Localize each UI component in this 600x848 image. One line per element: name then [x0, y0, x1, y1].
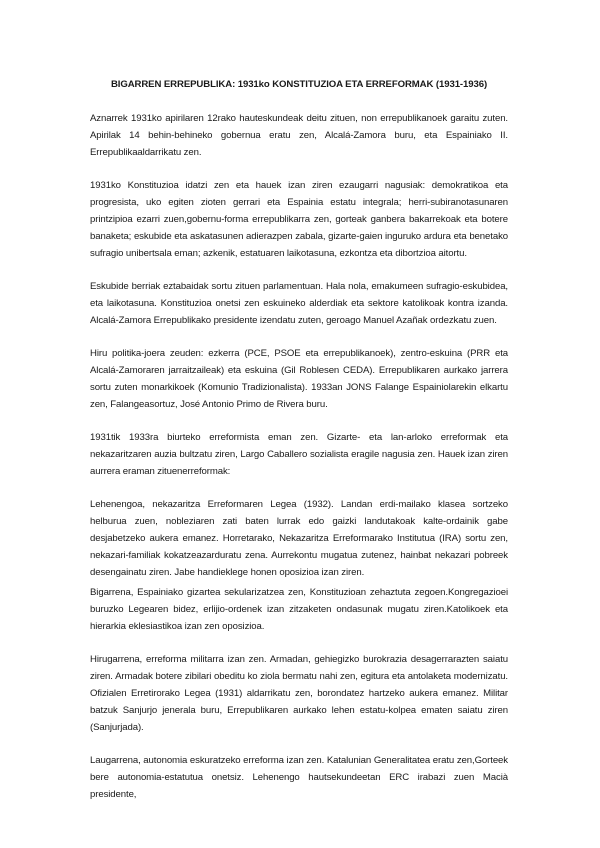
paragraph-elections: Aznarrek 1931ko apirilaren 12rako hauteskundeak deitu zituen, non errepublikanoek garaitu zuten. Apirilak 14 behin-behineko gobernua eratu zen, Alcalá-Zamora buru, eta Espainiako II. Errepublikaaldarrikatu zen. — [90, 113, 508, 158]
paragraph-new-rights: Eskubide berriak eztabaidak sortu zituen parlamentuan. Hala nola, emakumeen sufragio-eskubidea, eta laikotasuna. Konstituzioa onetsi zen eskuineko alderdiak eta sektore katolikoak kontra izanda. Alcalá-Zamora Errepublikako presidente izendatu zuten, geroago Manuel Azañak ordezkatu zuen. — [90, 281, 508, 326]
paragraph-reformist-biennium: 1931tik 1933ra biurteko erreformista eman zen. Gizarte- eta lan-arloko erreformak eta nekazaritzaren auzia bultzatu ziren, Largo Caballero sozialista eragile nagusia zen. Hauek izan ziren aurrera eraman zituenerreformak: — [90, 432, 508, 477]
paragraph-secularization: Bigarrena, Espainiako gizartea sekularizatzea zen, Konstituzioan zehaztuta zegoen.Kongregazioei buruzko Legearen bidez, erlijio-ordenek izan zitzaketen ondasunak mugatu ziren.Katolikoek eta hierarkia eklesiastikoa izan zen oposizioa. — [90, 587, 508, 632]
paragraph-agrarian-reform: Lehenengoa, nekazaritza Erreformaren Legea (1932). Landan erdi-mailako klasea sortzeko helburua zuen, nobleziaren zati baten lurrak edo gaizki landutakoak kalte-ordainik gabe desjabetzeko aukera emanez. Horretarako, Nekazaritza Erreformarako Institutua (IRA) sortu zen, nekazari-familiak kokatzeazarduratu zena. Aurrekontu mugatua zutenez, hainbat nekazari pobreek desengainatu ziren. Jabe handieklege honen oposizioa izan ziren. — [90, 499, 508, 578]
paragraph-autonomy-reform: Laugarrena, autonomia eskuratzeko erreforma izan zen. Katalunian Generalitatea eratu zen,Gorteek bere autonomia-estatutua onetsiz. Lehenengo hautsekundeetan ERC irabazi zuen Macià presidente, — [90, 755, 508, 800]
document-title: BIGARREN ERREPUBLIKA: 1931ko KONSTITUZIOA ETA ERREFORMAK (1931-1936) — [110, 79, 488, 90]
paragraph-constitution: 1931ko Konstituzioa idatzi zen eta hauek izan ziren ezaugarri nagusiak: demokratikoa eta progresista, uko egiten zioten gerrari eta Espainia estatu integrala; herri-subiranotasunaren printzipioa ezarri zuen,gobernu-forma errepublikarra zen, gorteak ganbera bakarrekoak eta botere banaketa; eskubide eta askatasunen adierazpen zabala, gizarte-gaien inguruko ardura eta benetako sufragio unibertsala eman; azkenik, estatuaren laikotasuna, ezkontza eta dibortzioa aitortu. — [90, 180, 508, 259]
paragraph-military-reform: Hirugarrena, erreforma militarra izan zen. Armadan, gehiegizko burokrazia desagerrarazten saiatu ziren. Armadak botere zibilari obeditu ko ziola bermatu nahi zen, egitura eta antolaketa modernizatu. Ofizialen Erretirorako Legea (1931) aldarrikatu zen, borondatez hartzeko aukera emanez. Militar batzuk Sanjurjo jenerala buru, Errepublikaren aurkako lehen estatu-kolpea ematen saiatu ziren (Sanjurjada). — [90, 654, 508, 733]
paragraph-political-trends: Hiru politika-joera zeuden: ezkerra (PCE, PSOE eta errepublikanoek), zentro-eskuina (PRR eta Alcalá-Zamoraren jarraitzaileak) eta eskuina (Gil Roblesen CEDA). Errepublikaren aurkako jarrera sortu zuten monarkikoek (Komunio Tradizionalista). 1933an JONS Falange Espainiolarekin elkartu zen, Falangeasortuz, José Antonio Primo de Rivera buru. — [90, 348, 508, 410]
